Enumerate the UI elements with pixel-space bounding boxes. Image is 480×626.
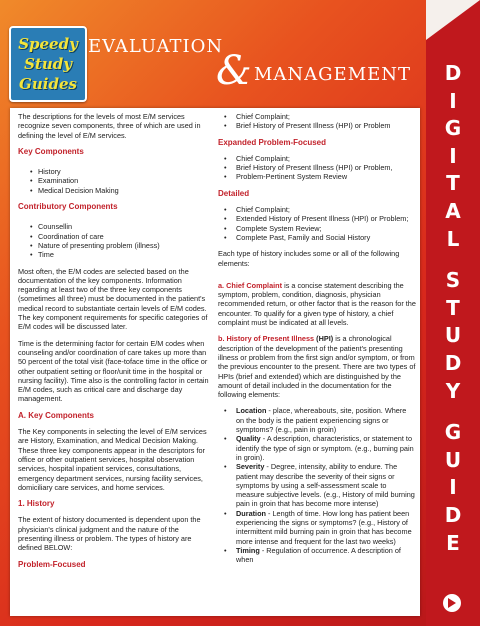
key-components-heading: Key Components <box>18 146 84 156</box>
element-term: Duration <box>236 508 266 518</box>
history-paragraph: The extent of history documented is dependent upon the physician's clinical judgment and the nature of the presenting illness or problem. The types of history are defined BELOW: <box>18 515 201 553</box>
chief-complaint-text: is a concise statement describing the symptom, problem, condition, diagnosis, physician recommended return, or other factor that is the reason for the encounter. To qualify for a given type of history, a chief complaint must be indicated at all levels. <box>218 280 416 328</box>
element-desc: - place, whereabouts, site, position. Where on the body is the patient experiencing signs or symptoms? (e.g., pain in groin) <box>236 406 407 435</box>
list-item: • Examination <box>38 176 214 185</box>
history-heading: 1. History <box>18 499 55 509</box>
cover-title <box>86 28 418 98</box>
time-paragraph: Time is the determining factor for certain E/M codes when counseling and/or coordination of care takes up more than 50 percent of the total visit (face-toface time in the office or other outpatient setting or floor/unit time in the hospital or nursing facility). Time also is the controlling factor in certain E/M codes, such as critical care and discharge day management. <box>18 338 209 404</box>
key-components-paragraph: Most often, the E/M codes are selected based on the documentation of the key components. Information regarding at least two of the three key components (sometimes all three) must be documented in the patient's medical record to substantiate certain levels of E/M codes. The key component requirements for specific categories of E/M codes will be discussed later. <box>18 266 208 332</box>
list-item: • Problem-Pertinent System Review <box>236 172 416 181</box>
element-desc: - Regulation of occurrence. A description of when <box>236 545 401 565</box>
expanded-problem-focused-heading: Expanded Problem-Focused <box>218 137 327 147</box>
detailed-heading: Detailed <box>218 188 250 198</box>
spine-letter: T <box>446 295 460 320</box>
list-item: • Time <box>38 250 214 259</box>
chief-complaint-paragraph <box>218 281 416 327</box>
list-item: • Nature of presenting problem (illness) <box>38 241 214 250</box>
spine-letter: G <box>444 420 462 445</box>
logo-line-2: Study <box>24 55 72 73</box>
list-item: • Chief Complaint; <box>236 112 416 121</box>
list-item: • History <box>38 167 214 176</box>
spine-letter: U <box>444 323 462 348</box>
spine-letter: D <box>444 350 462 375</box>
logo-line-3: Guides <box>19 75 77 93</box>
speedy-study-guides-logo <box>9 26 87 102</box>
spine-letter: S <box>445 268 461 293</box>
chief-complaint-lead: a. Chief Complaint <box>218 280 283 290</box>
list-item: • Complete System Review; <box>236 224 416 233</box>
spine-letter: I <box>449 88 457 113</box>
intro-paragraph: The descriptions for the levels of most E/M services recognize seven components, three of which are used in defining the level of E/M services. <box>18 112 201 140</box>
list-item: • Complete Past, Family and Social History <box>236 233 416 242</box>
page-curl <box>426 0 480 40</box>
element-term: Severity <box>236 462 265 472</box>
spine-letter: Y <box>445 378 461 403</box>
list-item: • Coordination of care <box>38 232 214 241</box>
list-item <box>236 406 416 434</box>
spine-letter: L <box>446 226 460 251</box>
list-item: • Chief Complaint; <box>236 154 416 163</box>
element-desc: - Length of time. How long has patient been experiencing the signs or symptoms? (e.g., History of intermittent mild burning pain in groin that has become more intense and frequent for the last two weeks) <box>236 508 412 546</box>
element-desc: - Degree, intensity, ability to endure. The patient may describe the severity of their signs or symptoms by using a self-assessment scale to measure subjective levels. (e.g., History of mild burning pain in groin that has become more intense) <box>236 462 415 509</box>
list-item: • Extended History of Present Illness (HPI) or Problem; <box>236 214 416 223</box>
list-item: • Chief Complaint; <box>236 205 416 214</box>
list-item <box>236 462 416 508</box>
right-column <box>218 112 416 571</box>
list-item: • Counsellin <box>38 222 214 231</box>
section-a-paragraph: The Key components in selecting the level of E/M services are History, Examination, and Medical Decision Making. These three key components appear in the descriptors for office or other outpatient services, hospital observation services, hospital inpatient services, consultations, emergency department services, nursing facility services, domiciliary care services, and home services. <box>18 427 207 492</box>
contributory-components-list <box>18 222 214 259</box>
spine-title <box>426 60 480 557</box>
detailed-list <box>218 205 416 242</box>
elements-intro-paragraph: Each type of history includes some or all of the following elements: <box>218 249 400 268</box>
problem-focused-list <box>218 112 416 131</box>
hpi-lead: b. History of Present Illness <box>218 334 315 344</box>
element-term: Quality <box>236 434 261 444</box>
spine-letter: U <box>444 447 462 472</box>
list-item: • Brief History of Present Illness (HPI) or Problem, <box>236 163 416 172</box>
hpi-text: is a chronological description of the development of the patient's presenting illness or problem from the first sign and/or symptom, or from the previous encounter to the present. There are two types of HPIs (brief and extended) which are distinguished by the amount of detail included in the documentation for the following elements: <box>218 334 416 400</box>
list-item: • Medical Decision Making <box>38 186 214 195</box>
element-term: Location <box>236 406 267 416</box>
hpi-paragraph <box>218 334 416 399</box>
hpi-abbrev: (HPI) <box>314 334 334 344</box>
publisher-logo-icon <box>442 593 462 613</box>
title-management: MANAGEMENT <box>254 64 412 85</box>
list-item <box>236 546 416 565</box>
list-item <box>236 509 416 546</box>
spine-letter: T <box>446 171 460 196</box>
logo-line-1: Speedy <box>18 35 78 53</box>
contributory-components-heading: Contributory Components <box>18 202 118 212</box>
spine-letter: I <box>449 475 457 500</box>
element-term: Timing <box>236 545 260 555</box>
list-item: • Brief History of Present Illness (HPI) or Problem <box>236 121 416 130</box>
key-components-list <box>18 167 214 195</box>
hpi-elements-list <box>218 406 416 564</box>
expanded-problem-focused-list <box>218 154 416 182</box>
spine-letter: I <box>449 143 457 168</box>
left-column <box>18 112 214 576</box>
title-evaluation: EVALUATION <box>88 36 224 57</box>
spine-letter: D <box>444 61 462 85</box>
section-a-heading: A. Key Components <box>18 410 95 420</box>
element-desc: - A description, characteristics, or statement to identify the type of sign or symptom. (e.g., burning pain in groin). <box>236 434 414 462</box>
spine-letter: G <box>444 116 462 141</box>
problem-focused-heading: Problem-Focused <box>18 559 86 569</box>
spine-letter: A <box>445 198 461 223</box>
spine-letter: D <box>444 502 462 527</box>
list-item <box>236 434 416 462</box>
spine-letter: E <box>446 530 460 555</box>
title-ampersand: & <box>216 48 252 94</box>
